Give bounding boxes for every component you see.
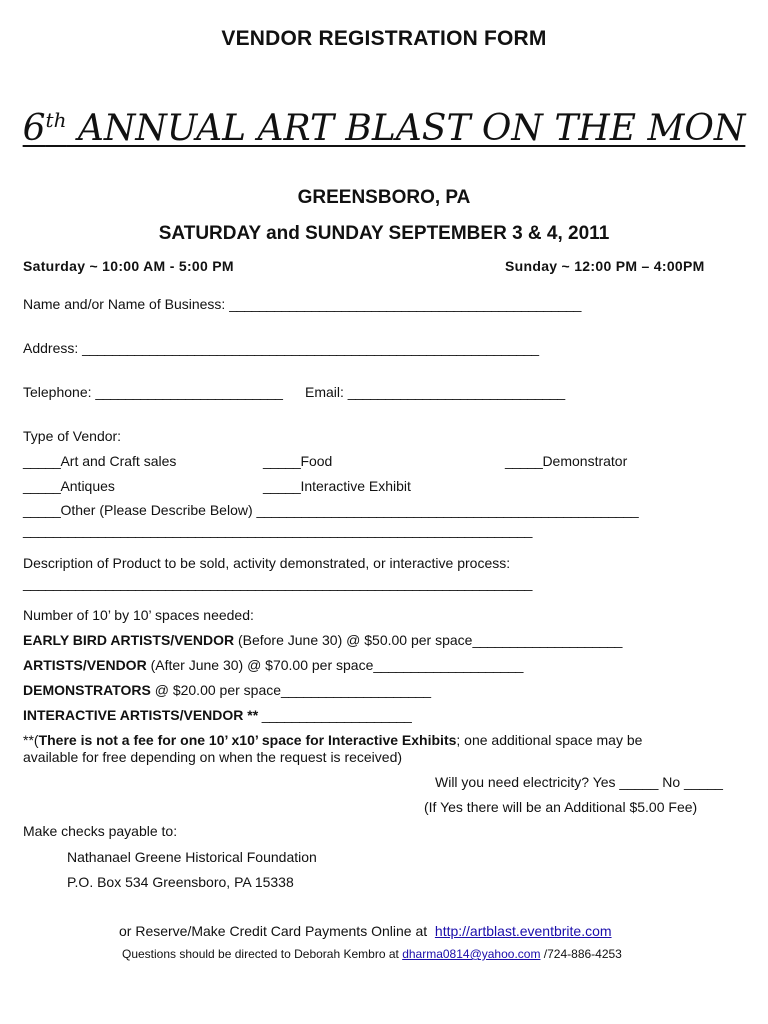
artists-row[interactable]	[23, 657, 523, 673]
vendor-option-food[interactable]	[263, 453, 332, 469]
event-title-number: 6	[22, 108, 46, 149]
demonstrators-price: @ $20.00 per space	[150, 682, 282, 698]
contact-email-link[interactable]: dharma0814@yahoo.com	[402, 947, 541, 961]
note-prefix: **(	[23, 732, 39, 748]
address-field[interactable]	[23, 340, 539, 356]
name-blank[interactable]: _______________________________________________	[229, 296, 582, 312]
interactive-note-line-2: available for free depending on when the request is received)	[23, 749, 403, 765]
vendor-option-blank[interactable]: _____	[23, 478, 61, 494]
demonstrators-label: DEMONSTRATORS	[23, 682, 151, 698]
other-describe-blank[interactable]: ___________________________________________________	[256, 502, 639, 518]
other-describe-blank-2[interactable]: ____________________________________________________________________	[23, 522, 533, 538]
event-dates: SATURDAY and SUNDAY SEPTEMBER 3 & 4, 2011	[158, 223, 610, 244]
interactive-note-line-1	[23, 732, 642, 748]
telephone-blank[interactable]: _________________________	[95, 384, 283, 400]
telephone-label: Telephone:	[23, 384, 92, 400]
online-payment	[119, 923, 612, 939]
electricity-fee-note: (If Yes there will be an Additional $5.00 Fee)	[424, 799, 698, 815]
description-blank[interactable]: ____________________________________________________________________	[23, 575, 533, 591]
contact-line	[122, 947, 622, 961]
email-blank[interactable]: _____________________________	[347, 384, 565, 400]
payee-name: Nathanael Greene Historical Foundation	[67, 849, 317, 865]
email-field[interactable]	[305, 384, 565, 400]
email-label: Email:	[305, 384, 344, 400]
vendor-option-other[interactable]	[23, 502, 638, 518]
vendor-option-label: Antiques	[60, 478, 115, 494]
spaces-label: Number of 10’ by 10’ spaces needed:	[23, 607, 254, 623]
note-rest: ; one additional space may be	[456, 732, 643, 748]
name-field[interactable]	[23, 296, 581, 312]
telephone-field[interactable]	[23, 384, 283, 400]
interactive-blank[interactable]: ____________________	[258, 707, 412, 723]
vendor-type-label: Type of Vendor:	[23, 428, 122, 444]
payee-address: P.O. Box 534 Greensboro, PA 15338	[67, 874, 294, 890]
contact-text: Questions should be directed to Deborah Kembro at	[122, 947, 399, 961]
vendor-option-blank[interactable]: _____	[263, 453, 301, 469]
eventbrite-link[interactable]: http://artblast.eventbrite.com	[434, 923, 612, 939]
artists-label: ARTISTS/VENDOR	[23, 657, 147, 673]
electricity-question[interactable]: Will you need electricity? Yes _____ No _____	[435, 774, 723, 790]
note-bold: There is not a fee for one 10’ x10’ space for Interactive Exhibits	[38, 732, 457, 748]
early-bird-row[interactable]	[23, 632, 622, 648]
event-location: GREENSBORO, PA	[297, 187, 471, 208]
vendor-option-blank[interactable]: _____	[505, 453, 543, 469]
sunday-hours: Sunday ~ 12:00 PM – 4:00PM	[505, 258, 705, 274]
vendor-option-art-craft[interactable]	[23, 453, 176, 469]
vendor-option-interactive[interactable]	[263, 478, 411, 494]
vendor-option-label: Interactive Exhibit	[300, 478, 411, 494]
interactive-row[interactable]	[23, 707, 412, 723]
demonstrators-row[interactable]	[23, 682, 431, 698]
vendor-option-label: Demonstrator	[542, 453, 628, 469]
address-blank[interactable]: _____________________________________________________________	[82, 340, 539, 356]
vendor-option-label: Food	[300, 453, 333, 469]
demonstrators-blank[interactable]: ____________________	[281, 682, 431, 698]
vendor-option-demonstrator[interactable]	[505, 453, 627, 469]
form-title: VENDOR REGISTRATION FORM	[221, 27, 547, 50]
interactive-label: INTERACTIVE ARTISTS/VENDOR **	[23, 707, 259, 723]
vendor-option-antiques[interactable]	[23, 478, 115, 494]
event-title	[0, 108, 768, 149]
vendor-option-blank[interactable]: _____	[23, 502, 61, 518]
event-title-suffix: th	[45, 108, 67, 132]
contact-phone: /724-886-4253	[540, 947, 622, 961]
payment-label: Make checks payable to:	[23, 823, 178, 839]
address-label: Address:	[23, 340, 79, 356]
vendor-option-blank[interactable]: _____	[263, 478, 301, 494]
early-bird-price: (Before June 30) @ $50.00 per space	[234, 632, 473, 648]
event-title-rest: ANNUAL ART BLAST ON THE MON	[66, 108, 746, 149]
vendor-option-label: Art and Craft sales	[60, 453, 177, 469]
description-label: Description of Product to be sold, activity demonstrated, or interactive process:	[23, 555, 511, 571]
saturday-hours: Saturday ~ 10:00 AM - 5:00 PM	[23, 258, 234, 274]
name-label: Name and/or Name of Business:	[23, 296, 226, 312]
vendor-option-blank[interactable]: _____	[23, 453, 61, 469]
early-bird-label: EARLY BIRD ARTISTS/VENDOR	[23, 632, 235, 648]
online-payment-text: or Reserve/Make Credit Card Payments Online at	[119, 923, 428, 939]
vendor-option-label: Other (Please Describe Below)	[60, 502, 253, 518]
early-bird-blank[interactable]: ____________________	[472, 632, 623, 648]
artists-blank[interactable]: ____________________	[373, 657, 524, 673]
artists-price: (After June 30) @ $70.00 per space	[146, 657, 374, 673]
